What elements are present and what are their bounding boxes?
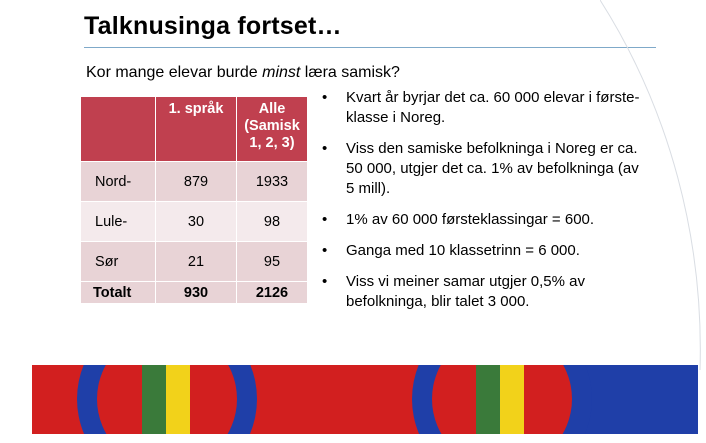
cell-all: 1933	[237, 162, 308, 202]
cell-first-language: 879	[156, 162, 237, 202]
row-label: Sør	[81, 242, 156, 282]
flag-yellow-right	[500, 365, 524, 434]
table-header-row	[81, 97, 308, 162]
row-label: Lule-	[81, 202, 156, 242]
decorative-swoosh	[600, 0, 706, 370]
bullet-text: Kvart år byrjar det ca. 60 000 elevar i førsteklasse i Noreg.	[346, 89, 640, 126]
slide-title: Talknusinga fortset…	[84, 12, 342, 40]
cell-all: 95	[237, 242, 308, 282]
table-row	[81, 202, 308, 242]
slide-subtitle	[86, 64, 400, 82]
sami-flag-band	[32, 365, 698, 434]
total-all: 2126	[237, 282, 308, 304]
bullet-dot-icon: •	[322, 273, 328, 290]
bullet-text: Viss den samiske befolkninga i Noreg er ca. 50 000, utgjer det ca. 1% av befolkninga (av 5 mill).	[346, 140, 639, 197]
table-header-first-language: 1. språk	[156, 97, 237, 162]
table-total-row	[81, 282, 308, 304]
total-first-language: 930	[156, 282, 237, 304]
subtitle-emphasis: minst	[262, 64, 301, 81]
table-row	[81, 242, 308, 282]
table-header-empty	[81, 97, 156, 162]
flag-green-right	[476, 365, 500, 434]
flag-green-left	[142, 365, 166, 434]
bullet-dot-icon: •	[322, 89, 328, 106]
table-header-all: Alle (Samisk 1, 2, 3)	[237, 97, 308, 162]
row-label: Nord-	[81, 162, 156, 202]
subtitle-text-after: læra samisk?	[300, 64, 400, 81]
bullet-dot-icon: •	[322, 211, 328, 228]
flag-yellow-left	[166, 365, 190, 434]
subtitle-text-before: Kor mange elevar burde	[86, 64, 263, 81]
language-table	[80, 96, 308, 304]
total-label: Totalt	[81, 282, 156, 304]
title-divider	[84, 47, 656, 48]
cell-first-language: 21	[156, 242, 237, 282]
bullet-dot-icon: •	[322, 242, 328, 259]
bullet-text: Viss vi meiner samar utgjer 0,5% av befolkninga, blir talet 3 000.	[346, 273, 585, 310]
bullet-text: 1% av 60 000 førsteklassingar = 600.	[346, 211, 595, 228]
cell-first-language: 30	[156, 202, 237, 242]
bullet-text: Ganga med 10 klassetrinn = 6 000.	[346, 242, 580, 259]
cell-all: 98	[237, 202, 308, 242]
table-row	[81, 162, 308, 202]
bullet-dot-icon: •	[322, 140, 328, 157]
